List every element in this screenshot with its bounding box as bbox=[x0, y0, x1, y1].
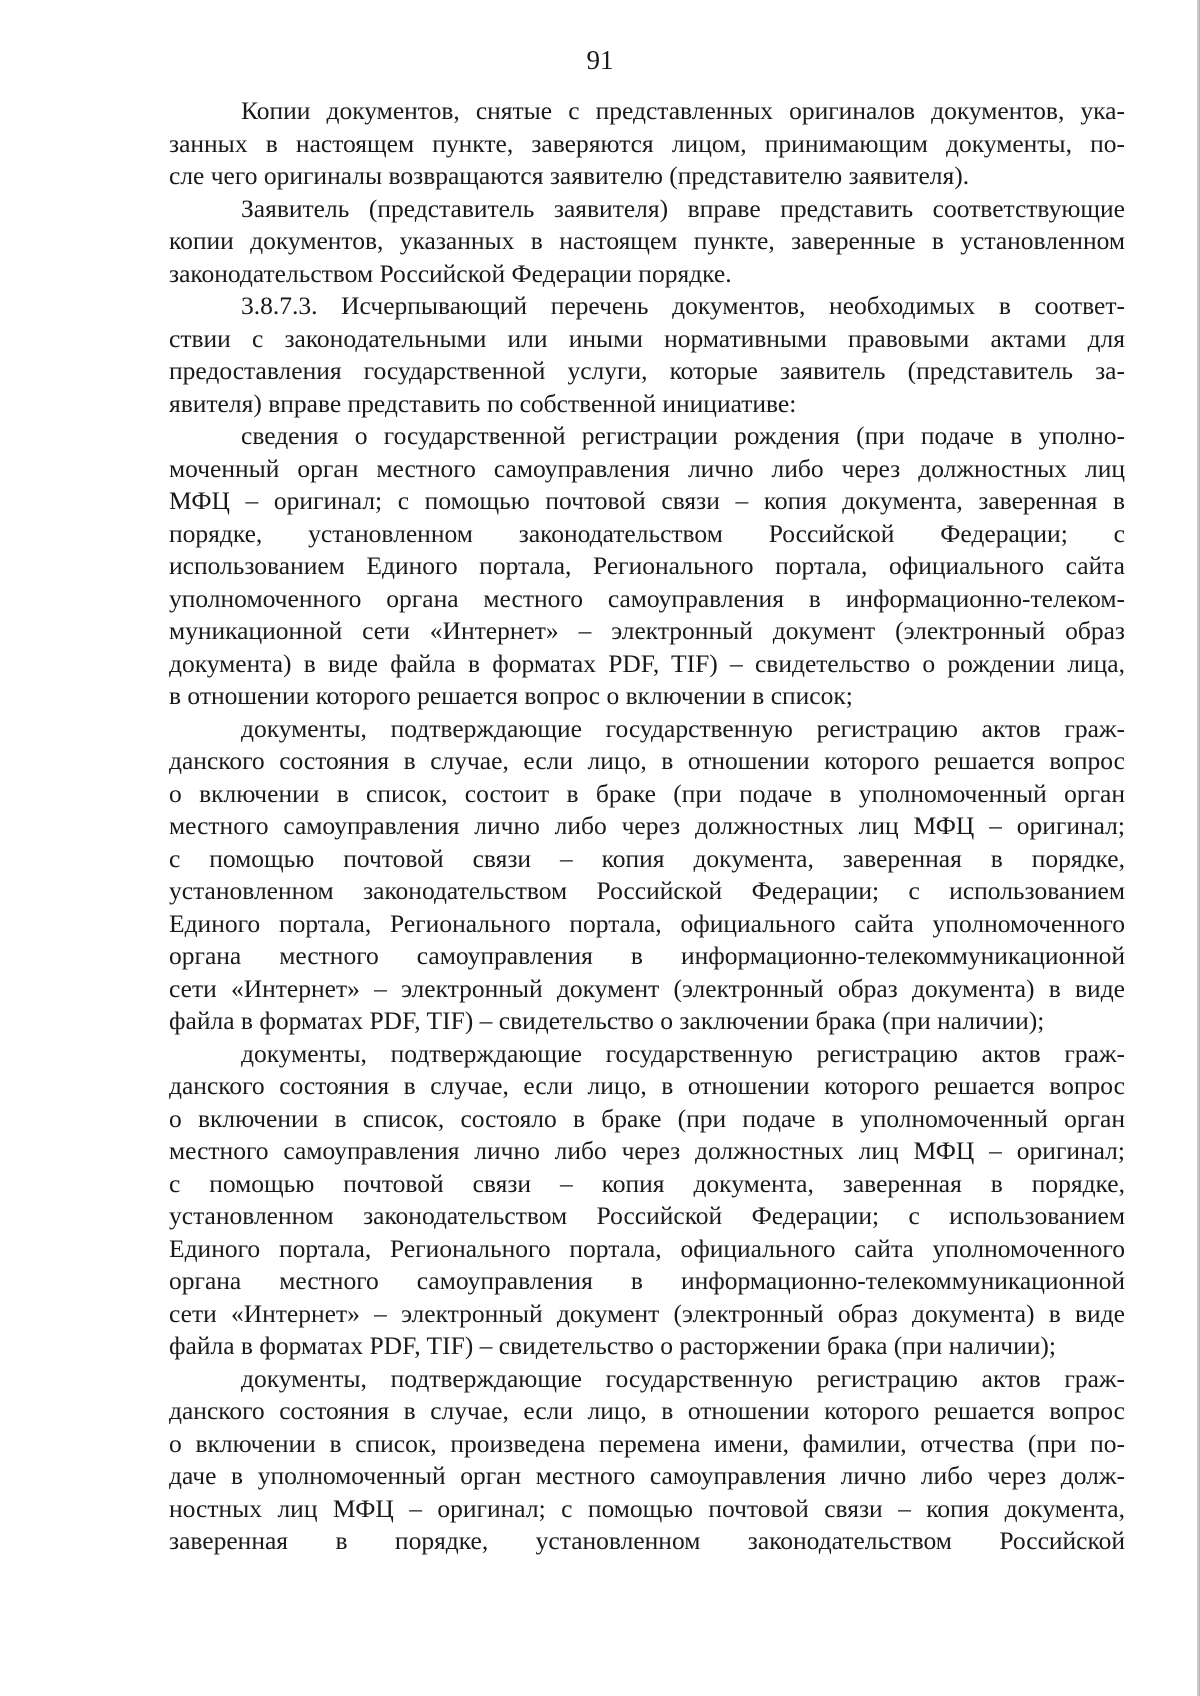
paragraph-4-line-3: МФЦ – оригинал; с помощью почтовой связи – копия документа, заверенная в bbox=[169, 486, 1125, 515]
paragraph-4-line-4: порядке, установленном законодательством Российской Федерации; с bbox=[169, 518, 1125, 548]
paragraph-4-line-6: уполномоченного органа местного самоуправления в информационно-телеком- bbox=[169, 583, 1125, 613]
paragraph-3-line-3: предоставления государственной услуги, которые заявитель (представитель за- bbox=[169, 356, 1125, 385]
paragraph-4-line-7: муникационной сети «Интернет» – электронный документ (электронный образ bbox=[169, 616, 1125, 645]
paragraph-5-line-9: сети «Интернет» – электронный документ (электронный образ документа) в виде bbox=[169, 973, 1125, 1003]
paragraph-6-line-9: сети «Интернет» – электронный документ (электронный образ документа) в виде bbox=[169, 1298, 1125, 1328]
paragraph-6-line-5: с помощью почтовой связи – копия документа, заверенная в порядке, bbox=[169, 1168, 1125, 1198]
paragraph-3-line-1: 3.8.7.3. Исчерпывающий перечень документов, необходимых в соответ- bbox=[241, 291, 1125, 320]
paragraph-5-line-2: данского состояния в случае, если лицо, в отношении которого решается вопрос bbox=[169, 746, 1125, 775]
paragraph-4-line-8: документа) в виде файла в форматах PDF, TIF) – свидетельство о рождении лица, bbox=[169, 648, 1125, 678]
paragraph-3-line-2: ствии с законодательными или иными нормативными правовыми актами для bbox=[169, 323, 1125, 353]
paragraph-5-line-8: органа местного самоуправления в информационно-телекоммуникационной bbox=[169, 941, 1125, 970]
paragraph-4-line-2: моченный орган местного самоуправления лично либо через должностных лиц bbox=[169, 453, 1125, 483]
paragraph-6-line-1: документы, подтверждающие государственную регистрацию актов граж- bbox=[241, 1038, 1125, 1068]
paragraph-5-line-6: установленном законодательством Российской Федерации; с использованием bbox=[169, 876, 1125, 905]
paragraph-6-line-3: о включении в список, состояло в браке (при подаче в уполномоченный орган bbox=[169, 1103, 1125, 1133]
paragraph-5-line-3: о включении в список, состоит в браке (при подаче в уполномоченный орган bbox=[169, 778, 1125, 808]
paragraph-4-line-5: использованием Единого портала, Регионального портала, официального сайта bbox=[169, 551, 1125, 580]
paragraph-6-line-2: данского состояния в случае, если лицо, в отношении которого решается вопрос bbox=[169, 1071, 1125, 1100]
paragraph-6-line-8: органа местного самоуправления в информационно-телекоммуникационной bbox=[169, 1266, 1125, 1295]
paragraph-6-line-7: Единого портала, Регионального портала, официального сайта уполномоченного bbox=[169, 1233, 1125, 1263]
paragraph-6-line-10: файла в форматах PDF, TIF) – свидетельство о расторжении брака (при наличии); bbox=[169, 1331, 1056, 1360]
paragraph-1-line-3: сле чего оригиналы возвращаются заявителю (представителю заявителя). bbox=[169, 161, 970, 190]
page-number: 91 bbox=[586, 45, 614, 75]
paragraph-7-line-3: о включении в список, произведена перемена имени, фамилии, отчества (при по- bbox=[169, 1428, 1125, 1458]
paragraph-2-line-2: копии документов, указанных в настоящем пункте, заверенные в установленном bbox=[169, 226, 1125, 255]
paragraph-1-line-1: Копии документов, снятые с представленных оригиналов документов, ука- bbox=[241, 96, 1125, 125]
paragraph-5-line-1: документы, подтверждающие государственную регистрацию актов граж- bbox=[241, 713, 1125, 743]
paragraph-4-line-9: в отношении которого решается вопрос о включении в список; bbox=[169, 681, 853, 710]
paragraph-7-line-1: документы, подтверждающие государственную регистрацию актов граж- bbox=[241, 1363, 1125, 1393]
paragraph-5-line-4: местного самоуправления лично либо через должностных лиц МФЦ – оригинал; bbox=[169, 811, 1125, 840]
paragraph-7-line-4: даче в уполномоченный орган местного самоуправления лично либо через долж- bbox=[169, 1461, 1125, 1490]
document-body bbox=[169, 95, 1125, 1558]
paragraph-4-line-1: сведения о государственной регистрации рождения (при подаче в уполно- bbox=[241, 421, 1125, 450]
paragraph-3-line-4: явителя) вправе представить по собственной инициативе: bbox=[169, 388, 797, 418]
paragraph-5-line-5: с помощью почтовой связи – копия документа, заверенная в порядке, bbox=[169, 843, 1125, 873]
paragraph-6-line-6: установленном законодательством Российской Федерации; с использованием bbox=[169, 1201, 1125, 1230]
paragraph-5-line-7: Единого портала, Регионального портала, официального сайта уполномоченного bbox=[169, 908, 1125, 938]
paragraph-2-line-1: Заявитель (представитель заявителя) вправе представить соответствующие bbox=[241, 193, 1125, 223]
paragraph-7-line-6: заверенная в порядке, установленном законодательством Российской bbox=[169, 1526, 1125, 1555]
paragraph-6-line-4: местного самоуправления лично либо через должностных лиц МФЦ – оригинал; bbox=[169, 1136, 1125, 1165]
paragraph-7-line-5: ностных лиц МФЦ – оригинал; с помощью почтовой связи – копия документа, bbox=[169, 1493, 1125, 1523]
paragraph-1-line-2: занных в настоящем пункте, заверяются лицом, принимающим документы, по- bbox=[169, 128, 1125, 158]
paragraph-5-line-10: файла в форматах PDF, TIF) – свидетельство о заключении брака (при наличии); bbox=[169, 1006, 1045, 1035]
paragraph-2-line-3: законодательством Российской Федерации порядке. bbox=[169, 258, 732, 288]
paragraph-7-line-2: данского состояния в случае, если лицо, в отношении которого решается вопрос bbox=[169, 1396, 1125, 1425]
